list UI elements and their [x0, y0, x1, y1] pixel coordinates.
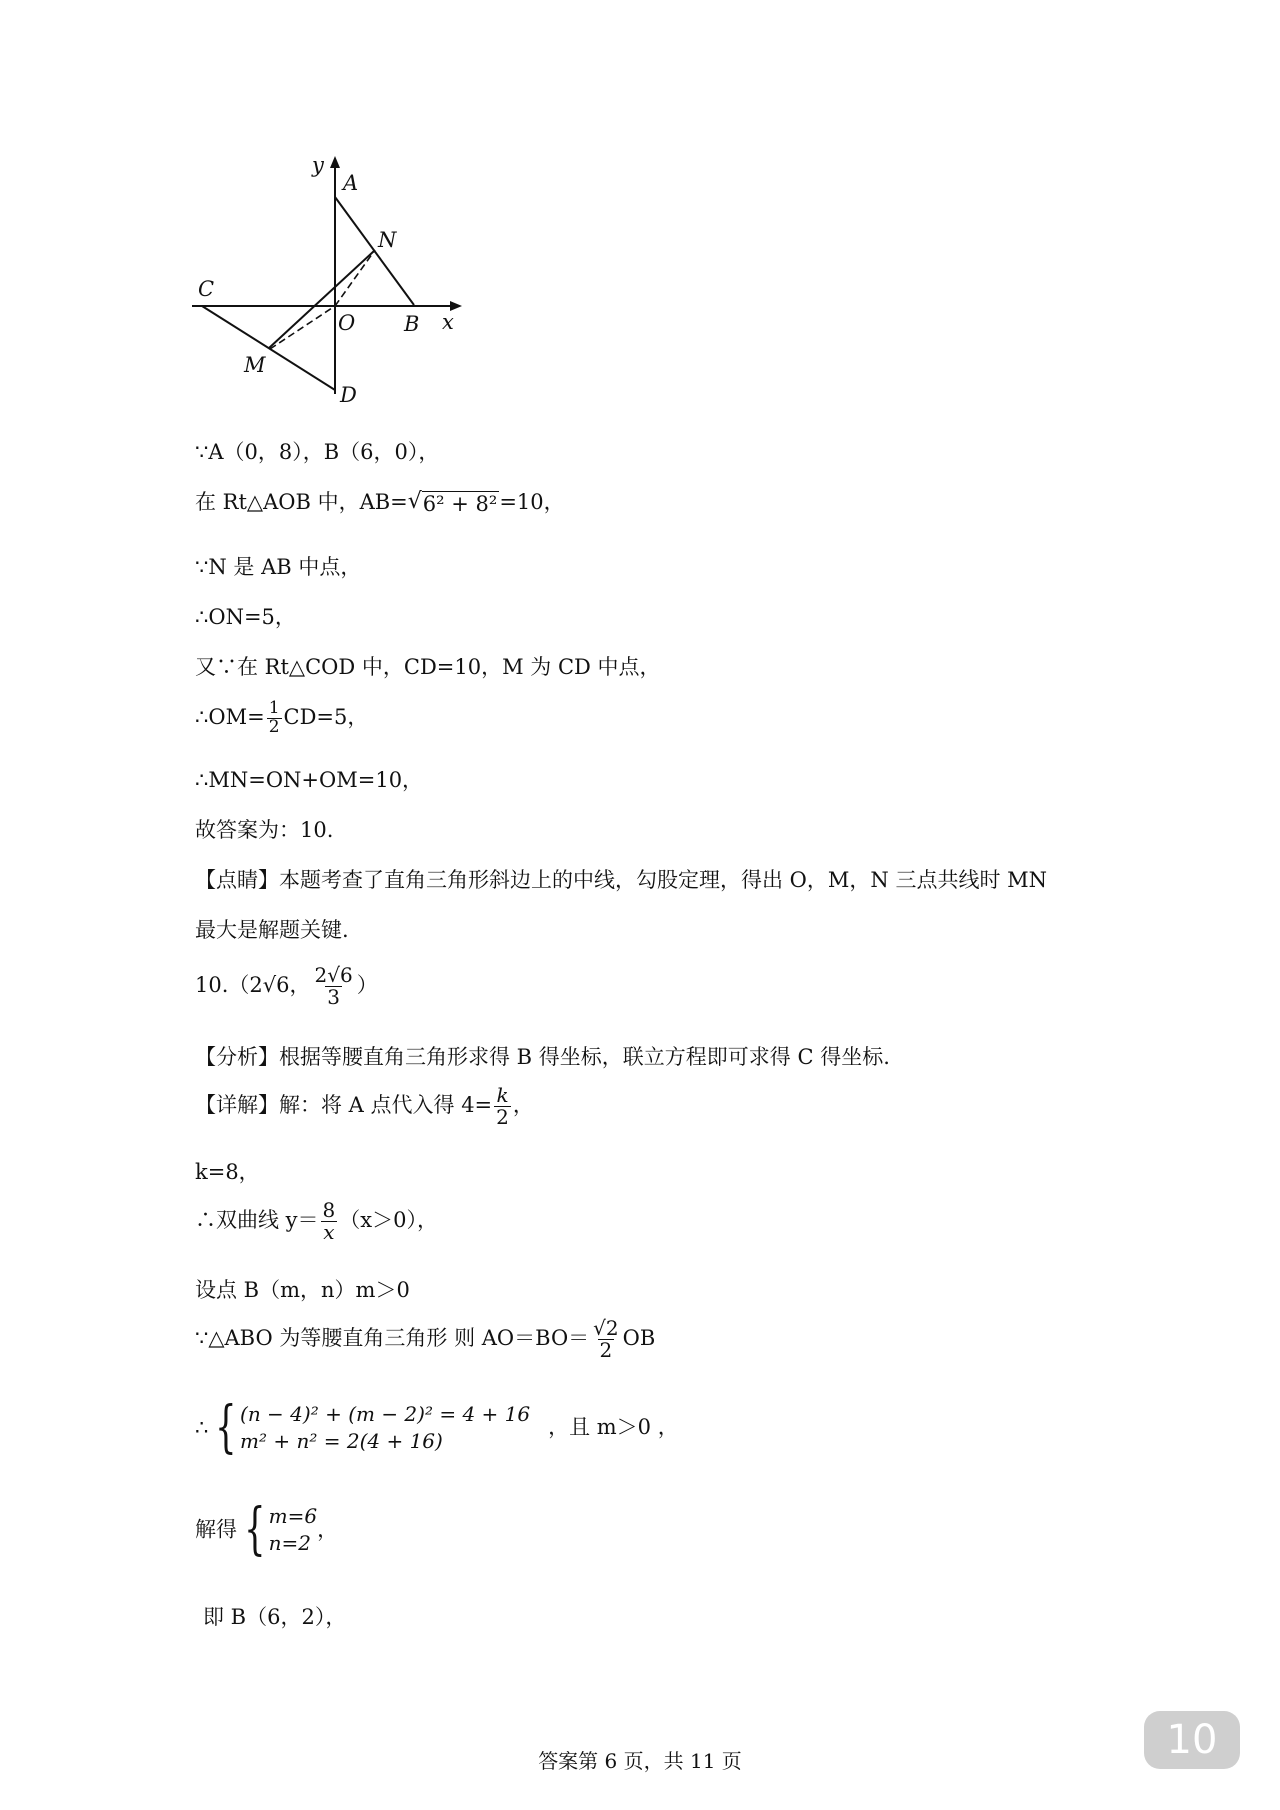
- text-line-2-pre: 在 Rt△AOB 中，AB=: [195, 490, 408, 514]
- fraction-half-num: 1: [268, 698, 280, 718]
- label-x: x: [442, 310, 454, 334]
- fraction-half-den: 2: [268, 716, 280, 737]
- text-line-17-post: OB: [622, 1326, 656, 1350]
- segment-cd: [202, 306, 335, 390]
- equation-system-1: { (n − 4)² + (m − 2)² = 4 + 16 m² + n² = 2(4 + 16): [215, 1395, 531, 1460]
- label-b: B: [404, 312, 420, 336]
- segment-mn: [269, 251, 374, 348]
- text-line-3: ∵N 是 AB 中点，: [195, 555, 362, 579]
- text-line-20: 即 B（6，2），: [203, 1605, 347, 1629]
- answer-y-den: 3: [327, 985, 340, 1009]
- fraction-k-num: k: [496, 1083, 509, 1107]
- text-line-18-pre: ∴: [195, 1415, 209, 1440]
- text-line-16: 设点 B（m，n）m＞0: [195, 1278, 410, 1302]
- text-line-9: 【点睛】本题考查了直角三角形斜边上的中线，勾股定理，得出 O，M，N 三点共线时 MN: [195, 868, 1047, 892]
- dashed-on: [335, 250, 375, 306]
- text-line-19-pre: 解得: [195, 1517, 237, 1542]
- page-footer: 答案第 6 页，共 11 页: [538, 1749, 742, 1773]
- dashed-om: [270, 306, 335, 349]
- text-line-5: 又∵在 Rt△COD 中，CD=10，M 为 CD 中点，: [195, 655, 661, 679]
- text-line-18-post: ，且 m＞0 ，: [548, 1415, 679, 1440]
- text-line-1: ∵A（0，8），B（6，0），: [195, 440, 440, 464]
- geometry-figure: [180, 150, 480, 420]
- equation-system-2-row-1: m=6: [268, 1504, 318, 1528]
- text-line-13-post: ，: [512, 1093, 534, 1117]
- text-line-15: [195, 1200, 438, 1243]
- text-line-6: [195, 700, 368, 737]
- sqrt-ab: √ 6² + 8²: [407, 488, 498, 516]
- text-line-2: [195, 490, 565, 516]
- equation-system-1-row-1: (n − 4)² + (m − 2)² = 4 + 16: [240, 1402, 531, 1426]
- equation-system-2: { m=6 n=2: [244, 1497, 318, 1562]
- text-line-13: [195, 1085, 534, 1128]
- fraction-k-over-2: [494, 1085, 511, 1128]
- answer-y-num: 2√6: [314, 963, 353, 987]
- fraction-x-den: x: [323, 1220, 335, 1244]
- label-d: D: [340, 383, 357, 407]
- text-line-4: ∴ON=5，: [195, 605, 296, 629]
- fraction-sqrt2-den: 2: [599, 1338, 613, 1362]
- text-line-14: k=8，: [195, 1160, 260, 1184]
- page-number-badge: 10: [1144, 1711, 1240, 1769]
- label-m: M: [244, 353, 266, 377]
- label-n: N: [378, 228, 397, 252]
- label-a: A: [343, 171, 359, 195]
- text-line-11-sep: ，: [289, 973, 311, 997]
- fraction-8-num: 8: [322, 1198, 336, 1222]
- fraction-sqrt2-num: √2: [593, 1316, 619, 1340]
- text-line-8: 故答案为：10.: [195, 818, 334, 842]
- label-o: O: [338, 311, 356, 335]
- text-line-17: [195, 1318, 655, 1361]
- fraction-k-den: 2: [496, 1105, 509, 1129]
- fraction-8-over-x: [321, 1200, 338, 1243]
- fraction-half: [267, 700, 282, 737]
- fraction-sqrt2-over-2: [591, 1318, 620, 1361]
- text-line-12: 【分析】根据等腰直角三角形求得 B 得坐标，联立方程即可求得 C 得坐标.: [195, 1045, 890, 1069]
- text-line-15-pre: ∴双曲线 y＝: [195, 1208, 319, 1232]
- text-line-15-post: （x＞0），: [339, 1208, 438, 1232]
- text-line-11-pre: 10.（: [195, 973, 250, 997]
- answer-y-fraction: [313, 965, 355, 1008]
- label-c: C: [198, 277, 215, 301]
- answer-x: 2√6: [249, 973, 290, 997]
- text-line-11: [195, 965, 378, 1008]
- text-line-19: [195, 1497, 339, 1562]
- text-line-13-pre: 【详解】解：将 A 点代入得 4=: [195, 1093, 493, 1117]
- text-line-19-post: ，: [317, 1517, 339, 1542]
- text-line-6-post: CD=5，: [283, 704, 369, 729]
- text-line-2-post: =10，: [499, 490, 565, 514]
- label-y: y: [312, 153, 324, 177]
- text-line-10: 最大是解题关键.: [195, 918, 349, 942]
- text-line-18: [195, 1395, 679, 1460]
- text-line-6-pre: ∴OM=: [195, 704, 265, 729]
- y-axis-arrow: [330, 156, 340, 168]
- equation-system-1-row-2: m² + n² = 2(4 + 16): [240, 1429, 443, 1453]
- equation-system-2-row-2: n=2: [268, 1531, 312, 1555]
- sqrt-ab-radicand: 6² + 8²: [422, 491, 498, 516]
- text-line-17-pre: ∵△ABO 为等腰直角三角形 则 AO＝BO＝: [195, 1326, 590, 1350]
- text-line-7: ∴MN=ON+OM=10，: [195, 768, 424, 792]
- text-line-11-post: ）: [356, 973, 378, 997]
